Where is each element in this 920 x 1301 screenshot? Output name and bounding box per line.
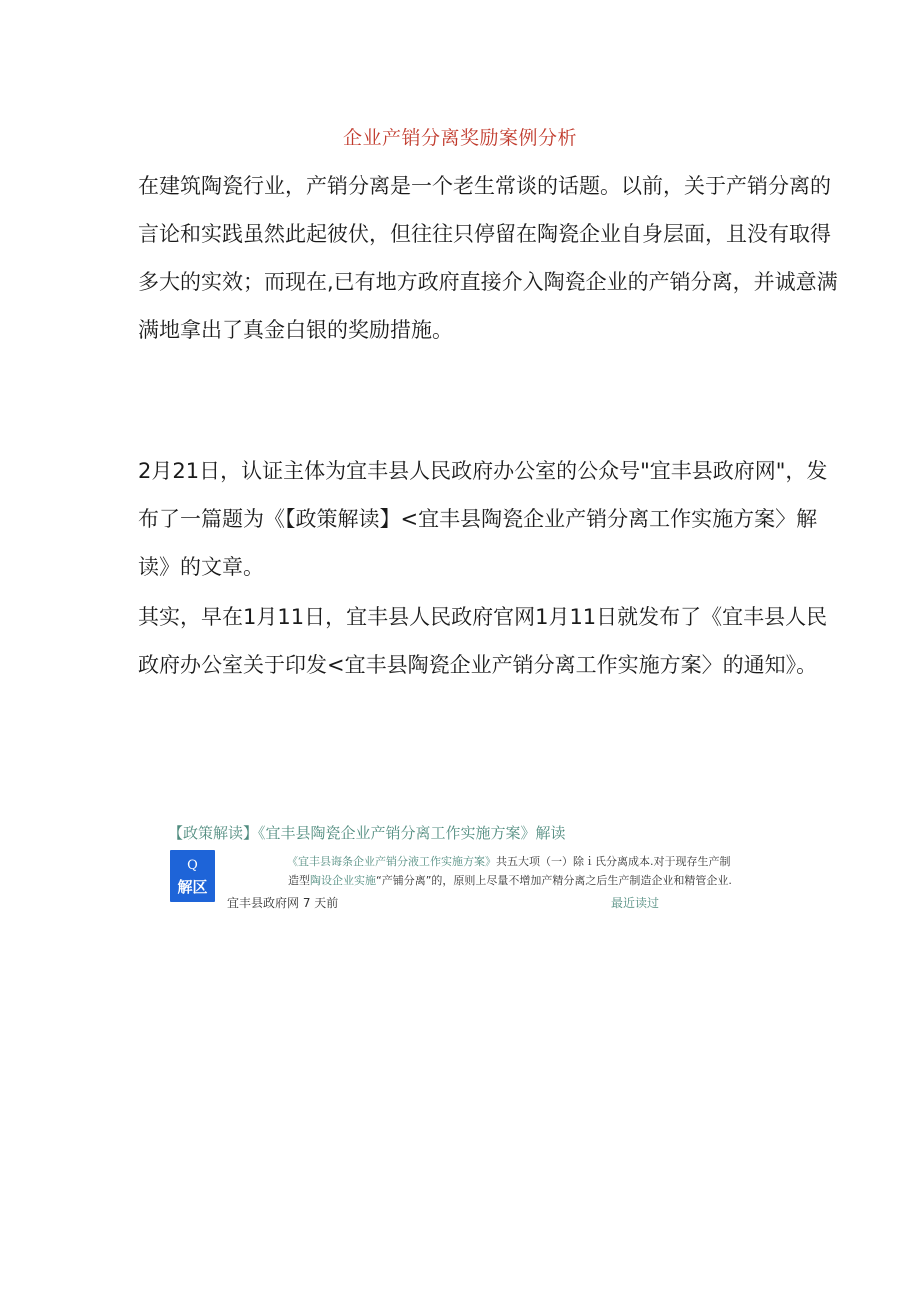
card-summary-line-1 xyxy=(287,853,731,869)
summary-prefix-2: 造型 xyxy=(288,874,310,887)
intro-paragraph: 在建筑陶瓷行业，产销分离是一个老生常谈的话题。以前，关于产销分离的言论和实践虽然此起彼伏，但往往只停留在陶瓷企业自身层面，且没有取得多大的实效；而现在,已有地方政府直接介入陶瓷企业的产销分离，并诚意满满地拿出了真金白银的奖励措施。 xyxy=(138,174,838,342)
summary-highlight-1: 《宜丰县诲条企业产销分液工作实施方案》 xyxy=(287,855,496,868)
logo-glyph: Q xyxy=(187,858,198,873)
summary-highlight-2: 陶设企业实施 xyxy=(310,874,376,887)
summary-text-2: “产铺分离”的，原则上尽量不增加产精分离之后生产制造企业和精管企业. xyxy=(376,874,732,887)
announcement-paragraph: 2月21日，认证主体为宜丰县人民政府办公室的公众号"宜丰县政府网"，发布了一篇题为《【政策解读】<宜丰县陶瓷企业产销分离工作实施方案〉解读》的文章。 xyxy=(138,459,828,579)
card-summary-line-2 xyxy=(288,872,732,888)
recently-read-label: 最近读过 xyxy=(611,896,660,910)
document-title: 企业产销分离奖励案例分析 xyxy=(342,127,577,149)
card-title[interactable]: 【政策解读】《宜丰县陶瓷企业产销分离工作实施方案》解读 xyxy=(168,824,566,842)
summary-text-1: 共五大项（一）除ｉ氏分离成本.对于现存生产制 xyxy=(496,855,731,868)
logo-text: 解区 xyxy=(177,878,208,896)
card-source: 宜丰县政府网 7 天前 xyxy=(227,896,339,910)
card-thumbnail xyxy=(170,850,215,902)
earlier-notice-paragraph: 其实，早在1月11日，宜丰县人民政府官网1月11日就发布了《宜丰县人民政府办公室关于印发<宜丰县陶瓷企业产销分离工作实施方案〉的通知》。 xyxy=(138,605,828,677)
